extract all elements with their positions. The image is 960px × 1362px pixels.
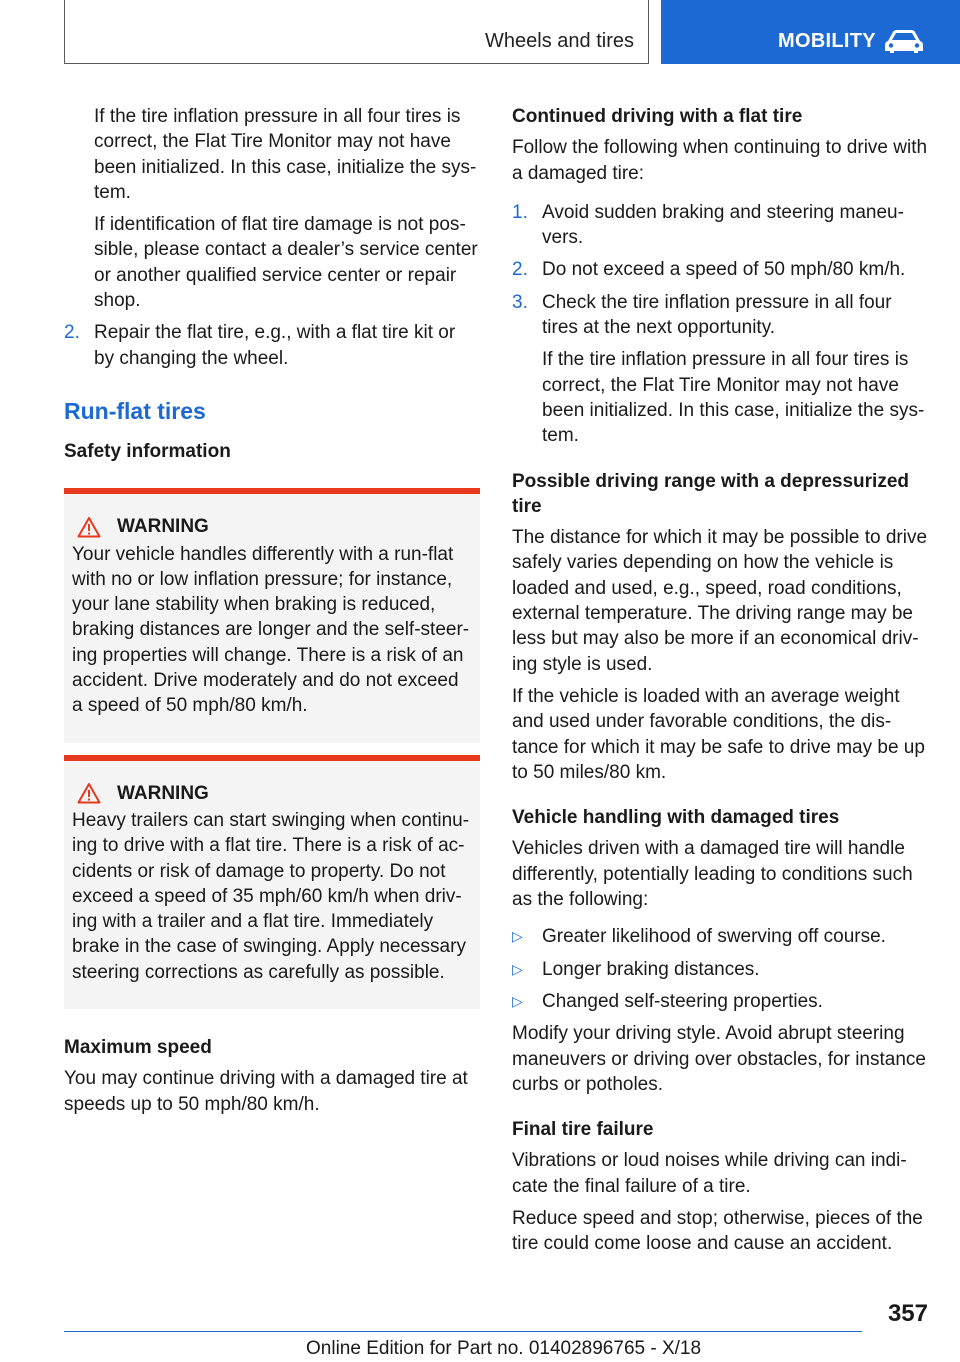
- list-item: [64, 320, 480, 371]
- bullet-triangle-icon: ▷: [512, 928, 523, 945]
- paragraph: The distance for which it may be possible to drive safely varies depending on how the vehicle is loaded and used, e.g., speed, road conditions, external temperature. The driving range may be less but may also be more if an economical driving style is used.: [512, 527, 928, 675]
- list-item: [512, 290, 930, 341]
- warning-triangle-icon: [77, 516, 101, 538]
- paragraph: Modify your driving style. Avoid abrupt steering maneuvers or driving over obstacles, for instance curbs or potholes.: [512, 1023, 926, 1095]
- bullet-item: [512, 989, 930, 1014]
- bullet-triangle-icon: ▷: [512, 992, 523, 1009]
- warning-title: WARNING: [117, 516, 209, 538]
- paragraph: If the tire inflation pressure in all four tires is correct, the Flat Tire Monitor may not have been initialized. In this case, initialize the system.: [94, 106, 477, 203]
- list-text: Check the tire inflation pressure in all four tires at the next opportunity.: [542, 291, 892, 339]
- footer-divider: [64, 1331, 862, 1332]
- header-section-box: [64, 0, 649, 64]
- paragraph: If the tire inflation pressure in all four tires is correct, the Flat Tire Monitor may not have been initialized. In this case, initialize the system.: [542, 349, 925, 447]
- paragraph: Reduce speed and stop; otherwise, pieces of the tire could come loose and cause an accident.: [512, 1207, 923, 1255]
- subheading: Vehicle handling with damaged tires: [512, 807, 840, 829]
- paragraph: You may continue driving with a damaged tire at speeds up to 50 mph/80 km/h.: [64, 1068, 468, 1115]
- list-item: [512, 257, 930, 282]
- warning-title-row: [72, 781, 472, 806]
- bullet-text: Greater likelihood of swerving off course.: [542, 926, 886, 948]
- bullet-triangle-icon: ▷: [512, 960, 523, 977]
- warning-title: WARNING: [117, 782, 209, 804]
- subheading: Final tire failure: [512, 1119, 654, 1141]
- list-number: 2.: [512, 259, 528, 281]
- warning-text: Heavy trailers can start swinging when continuing to drive with a flat tire. There is a risk of accidents or risk of damage to property. Do not exceed a speed of 35 mph/60 km/h when driving with a trailer and a flat tire. Immediately brake in the case of swinging. Apply necessary steering corrections as carefully as possible.: [72, 809, 470, 983]
- subheading: Possible driving range with a depressurized tire: [512, 470, 909, 517]
- car-icon: [882, 27, 926, 55]
- paragraph: If identification of flat tire damage is not possible, please contact a dealer’s service center or another qualified service center or repair shop.: [94, 214, 478, 312]
- right-column: [512, 104, 930, 1264]
- subheading: Safety information: [64, 440, 231, 462]
- paragraph: Vehicles driven with a damaged tire will handle differently, potentially leading to conditions such as the following:: [512, 838, 913, 911]
- bullet-text: Longer braking distances.: [542, 958, 760, 980]
- list-text: Do not exceed a speed of 50 mph/80 km/h.: [542, 259, 906, 281]
- edition-text: Online Edition for Part no. 01402896765 - X/18: [306, 1338, 702, 1359]
- subheading: Maximum speed: [64, 1037, 212, 1059]
- warning-text: Your vehicle handles differently with a run-flat with no or low inflation pressure; for instance, your lane stability when braking is reduced, braking distances are longer and the self-steering properties will change. There is a risk of an accident. Drive moderately and do not exceed a speed of 50 mph/80 km/h.: [72, 543, 470, 717]
- list-text: Avoid sudden braking and steering maneuvers.: [542, 201, 904, 249]
- page-number: 357: [887, 1300, 928, 1327]
- bullet-item: [512, 924, 930, 949]
- list-number: 3.: [512, 291, 528, 313]
- warning-title-row: [72, 514, 472, 539]
- list-text: Repair the flat tire, e.g., with a flat tire kit or by changing the wheel.: [94, 322, 456, 369]
- section-title: Wheels and tires: [485, 30, 634, 52]
- section-heading: Run-flat tires: [64, 397, 206, 424]
- subheading: Continued driving with a flat tire: [512, 106, 803, 127]
- list-item: [512, 200, 930, 251]
- warning-box: [64, 488, 480, 742]
- paragraph: Follow the following when continuing to drive with a damaged tire:: [512, 137, 928, 184]
- bullet-text: Changed self-steering properties.: [542, 990, 823, 1012]
- paragraph: If the vehicle is loaded with an average weight and used under favorable conditions, the distance for which it may be safe to drive may be up to 50 miles/80 km.: [512, 685, 925, 783]
- left-column: [64, 104, 480, 1124]
- chapter-label: MOBILITY: [778, 30, 876, 52]
- warning-box: [64, 755, 480, 1009]
- list-number: 2.: [64, 322, 80, 344]
- bullet-item: [512, 957, 930, 982]
- list-number: 1.: [512, 201, 528, 223]
- paragraph: Vibrations or loud noises while driving can indicate the final failure of a tire.: [512, 1150, 907, 1197]
- warning-triangle-icon: [77, 782, 101, 804]
